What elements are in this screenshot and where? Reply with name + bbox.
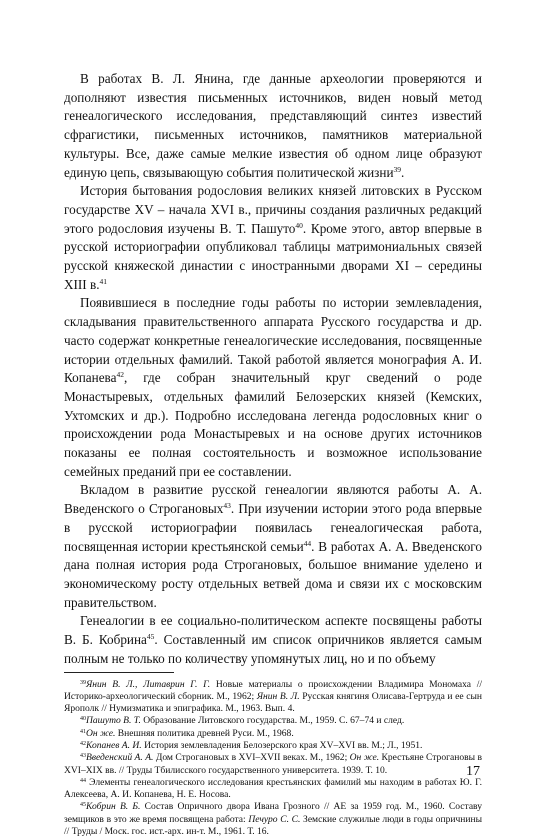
text-run: . Составленный им список опричников является самым полным не только по количеству упомянутых лиц, но и по объему — [64, 632, 482, 666]
text-run: История землевладения Белозерского края XV–XVI вв. М.; Л., 1951. — [142, 740, 423, 751]
footnote-ref: 40 — [80, 716, 86, 722]
text-run: , где собран значительный круг сведений о роде Монастыревых, отдельных фамилий Белозерских князей (Кемских, Ухтомских и др.). Подробно исследована легенда родословных книг о происхождении рода Монастыревых и на основе других источников показаны ее полная состоятельность и возможное использование семейных преданий при ее составлении. — [64, 370, 482, 479]
text-run: Появившиеся в последние годы работы по истории землевладения, складывания правительственного аппарата Русского государства и др. часто содержат конкретные генеалогические исследования, посвященные истории отдельных фамилий. Такой работой является монография А. И. Копанева — [64, 295, 482, 385]
text-run: . В работах А. А. Введенского дана полная история рода Строгановых, большое внимание уделено и экономическому росту отдельных ветвей дома и связи их с московским правительством. — [64, 539, 482, 610]
text-run: Образование Литовского государства. М., 1959. С. 67–74 и след. — [141, 715, 404, 726]
footnote — [64, 801, 482, 838]
footnote-ref: 45 — [147, 632, 155, 641]
footnote-ref: 45 — [80, 802, 86, 808]
footnote-ref: 42 — [116, 370, 124, 379]
footnote-separator — [64, 672, 174, 673]
paragraph — [64, 612, 482, 668]
paragraph — [64, 481, 482, 612]
text-run: Дом Строгановых в XVI–XVII веках. М., 1962; — [153, 752, 349, 763]
author-name: Янин В. Л. — [257, 691, 300, 702]
author-name: Печуро С. С. — [248, 814, 300, 825]
author-name: Пашуто В. Т. — [86, 715, 141, 726]
text-run: Вкладом в развитие русской генеалогии являются работы А. А. Введенского о Строгановых — [64, 482, 482, 516]
author-name: Он же. — [86, 728, 115, 739]
footnote-ref: 41 — [80, 729, 86, 735]
footnotes — [64, 679, 482, 838]
main-text — [64, 70, 482, 669]
footnote-ref: 41 — [100, 277, 108, 286]
text-run: Внешняя политика древней Руси. М., 1968. — [115, 728, 293, 739]
text-run: . Кроме этого, автор впервые в русской историографии опубликовал таблицы матримониальных связей русской княжеской династии с иностранными дворами XI – середины XIII в. — [64, 221, 482, 292]
footnote — [64, 715, 482, 727]
author-name: Он же. — [350, 752, 379, 763]
paragraph — [64, 182, 482, 294]
footnote-ref: 42 — [80, 741, 86, 747]
footnote-ref: 44 — [304, 539, 312, 548]
paragraph — [64, 70, 482, 182]
footnote-ref: 43 — [80, 753, 86, 759]
text-run: Состав Опричного двора Ивана Грозного // АЕ за 1959 год. М., 1960. Составу земщиков в это же время посвящена работа: — [64, 801, 482, 824]
text-run: Земские служилые люди в годы опричнины // Труды / Моск. гос. ист.-арх. ин-т. М., 1961. Т. 16. — [64, 814, 482, 837]
page-body — [64, 70, 482, 838]
author-name: Копанев А. И. — [86, 740, 142, 751]
text-run: . — [401, 165, 404, 180]
footnote — [64, 740, 482, 752]
author-name: Введенский А. А. — [86, 752, 153, 763]
footnote-ref: 40 — [295, 221, 303, 230]
footnote-ref: 39 — [80, 680, 86, 686]
footnote — [64, 728, 482, 740]
paragraph — [64, 294, 482, 481]
page-number: 17 — [466, 764, 480, 780]
author-name: Кобрин В. Б. — [86, 801, 140, 812]
footnote-ref: 44 — [80, 778, 86, 784]
text-run: Новые материалы о происхождении Владимира Мономаха // Историко-археологический сборник. М., 1962; — [64, 679, 482, 702]
footnote-ref: 43 — [223, 501, 231, 510]
text-run: В работах В. Л. Янина, где данные археологии проверяются и дополняют известия письменных источников, виден новый метод генеалогического исследования, представляющий синтез известий сфрагистики, письменных источников, памятников материальной культуры. Все, даже самые мелкие известия об одном лице образуют единую цепь, связывающую события политической жизни — [64, 71, 482, 180]
text-run: Генеалогии в ее социально-политическом аспекте посвящены работы В. Б. Кобрина — [64, 613, 482, 647]
footnote — [64, 679, 482, 716]
text-run: Русская княгиня Олисава-Гертруда и ее сын Ярополк // Нумизматика и эпиграфика. М., 1963. Вып. 4. — [64, 691, 482, 714]
author-name: Янин В. Л., Литаврин Г. Г. — [86, 679, 210, 690]
footnote — [64, 752, 482, 777]
text-run: Крестьяне Строгановы в XVI–XIX вв. // Труды Тбилисского государственного университета. 1939. Т. 10. — [64, 752, 482, 775]
footnote-ref: 39 — [394, 165, 402, 174]
footnote — [64, 777, 482, 802]
text-run: История бытования родословия великих князей литовских в Русском государстве XV – начала XVI в., причины создания различных редакций этого родословия изучены В. Т. Пашуто — [64, 183, 482, 235]
text-run: . При изучении истории этого рода впервые в русской историографии появилась генеалогическая работа, посвященная истории крестьянской семьи — [64, 501, 482, 553]
text-run: Элементы генеалогического исследования крестьянских фамилий мы находим в работах Ю. Г. Алексеева, А. И. Копанева, Н. Е. Носова. — [64, 777, 482, 800]
